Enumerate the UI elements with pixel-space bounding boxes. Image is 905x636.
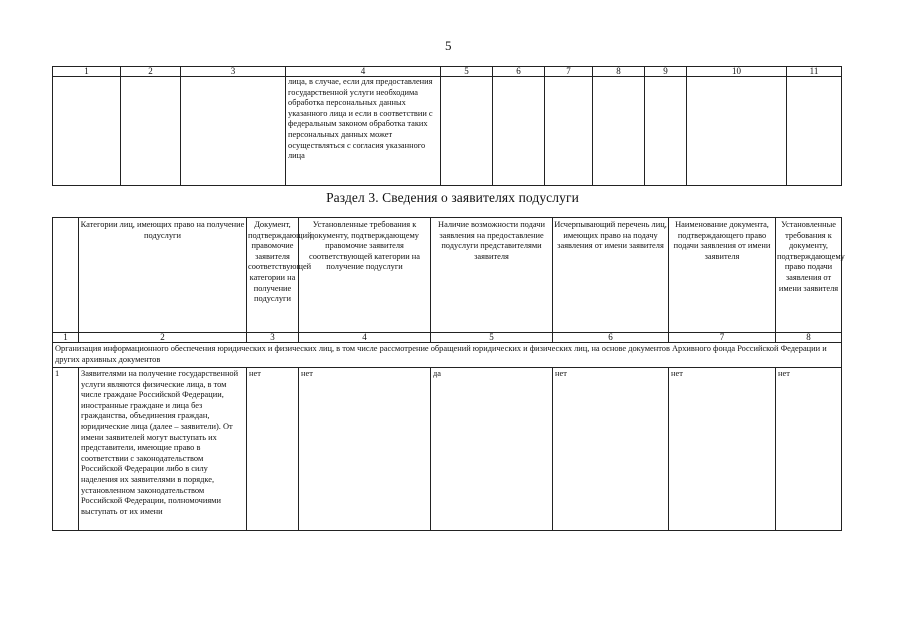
column-number: 1 [53,333,79,343]
column-number: 1 [53,67,121,77]
table-cell: нет [299,368,431,531]
table-row [53,77,842,186]
column-number: 3 [247,333,299,343]
header-cell: Документ, подтверждающий правомочие заявителя соответствующей категории на получение подуслуги [247,218,299,333]
column-number-row [53,333,842,343]
column-number: 2 [121,67,181,77]
table-cell [53,77,121,186]
column-number: 9 [645,67,687,77]
column-number: 6 [493,67,545,77]
column-number: 8 [593,67,645,77]
table-cell: нет [553,368,669,531]
table-cell: да [431,368,553,531]
applicants-table [52,217,845,531]
header-cell: Установленные требования к документу, подтверждающему правомочие заявителя соответствующей категории на получение подуслуги [299,218,431,333]
subservice-row [53,343,842,368]
column-number: 8 [776,333,842,343]
row-number: 1 [53,368,79,531]
header-cell: Категории лиц, имеющих право на получение подуслуги [79,218,247,333]
header-cell: Исчерпывающий перечень лиц, имеющих право на подачу заявления от имени заявителя [553,218,669,333]
column-number: 2 [79,333,247,343]
table-cell: нет [669,368,776,531]
table-cell [787,77,842,186]
header-cell: Наименование документа, подтверждающего право подачи заявления от имени заявителя [669,218,776,333]
header-row [53,218,842,333]
table-cell [545,77,593,186]
applicant-category: Заявителями на получение государственной услуги являются физические лица, в том числе граждане Российской Федерации, иностранные граждане и лица без гражданства, объединения граждан, юридические лица (далее – заявители). От имени заявителей могут выступать их представители, имеющие право в соответствии с законодательством Российской Федерации либо в силу наделения их заявителями в порядке, установленном законодательством Российской Федерации, полномочиями выступать от их имени [79,368,247,531]
column-number: 6 [553,333,669,343]
table-cell [181,77,286,186]
subservice-name: Организация информационного обеспечения юридических и физических лиц, в том числе рассмотрение обращений юридических и физических лиц, на основе документов Архивного фонда Российской Федерации и других архивных документов [53,343,842,368]
column-number: 4 [299,333,431,343]
column-number: 11 [787,67,842,77]
table-cell [121,77,181,186]
column-number: 10 [687,67,787,77]
table-cell [687,77,787,186]
column-number: 7 [545,67,593,77]
header-cell: Установленные требования к документу, подтверждающему право подачи заявления от имени заявителя [776,218,842,333]
column-number: 5 [431,333,553,343]
continued-table [52,66,842,186]
column-number: 7 [669,333,776,343]
column-number: 5 [441,67,493,77]
header-cell [53,218,79,333]
table-cell [593,77,645,186]
continuation-text-cell: лица, в случае, если для предоставления государственной услуги необходима обработка персональных данных указанного лица и если в соответствии с федеральным законом обработка таких персональных данных может осуществляться с согласия указанного лица [286,77,441,186]
header-cell: Наличие возможности подачи заявления на предоставление подуслуги представителями заявителя [431,218,553,333]
column-number-row [53,67,842,77]
column-number: 3 [181,67,286,77]
table-cell [493,77,545,186]
table-cell [645,77,687,186]
table-cell [441,77,493,186]
table-row [53,368,842,531]
table-cell: нет [776,368,842,531]
section-title: Раздел 3. Сведения о заявителях подуслуги [326,190,579,205]
column-number: 4 [286,67,441,77]
table-cell: нет [247,368,299,531]
page-number: 5 [445,38,452,53]
